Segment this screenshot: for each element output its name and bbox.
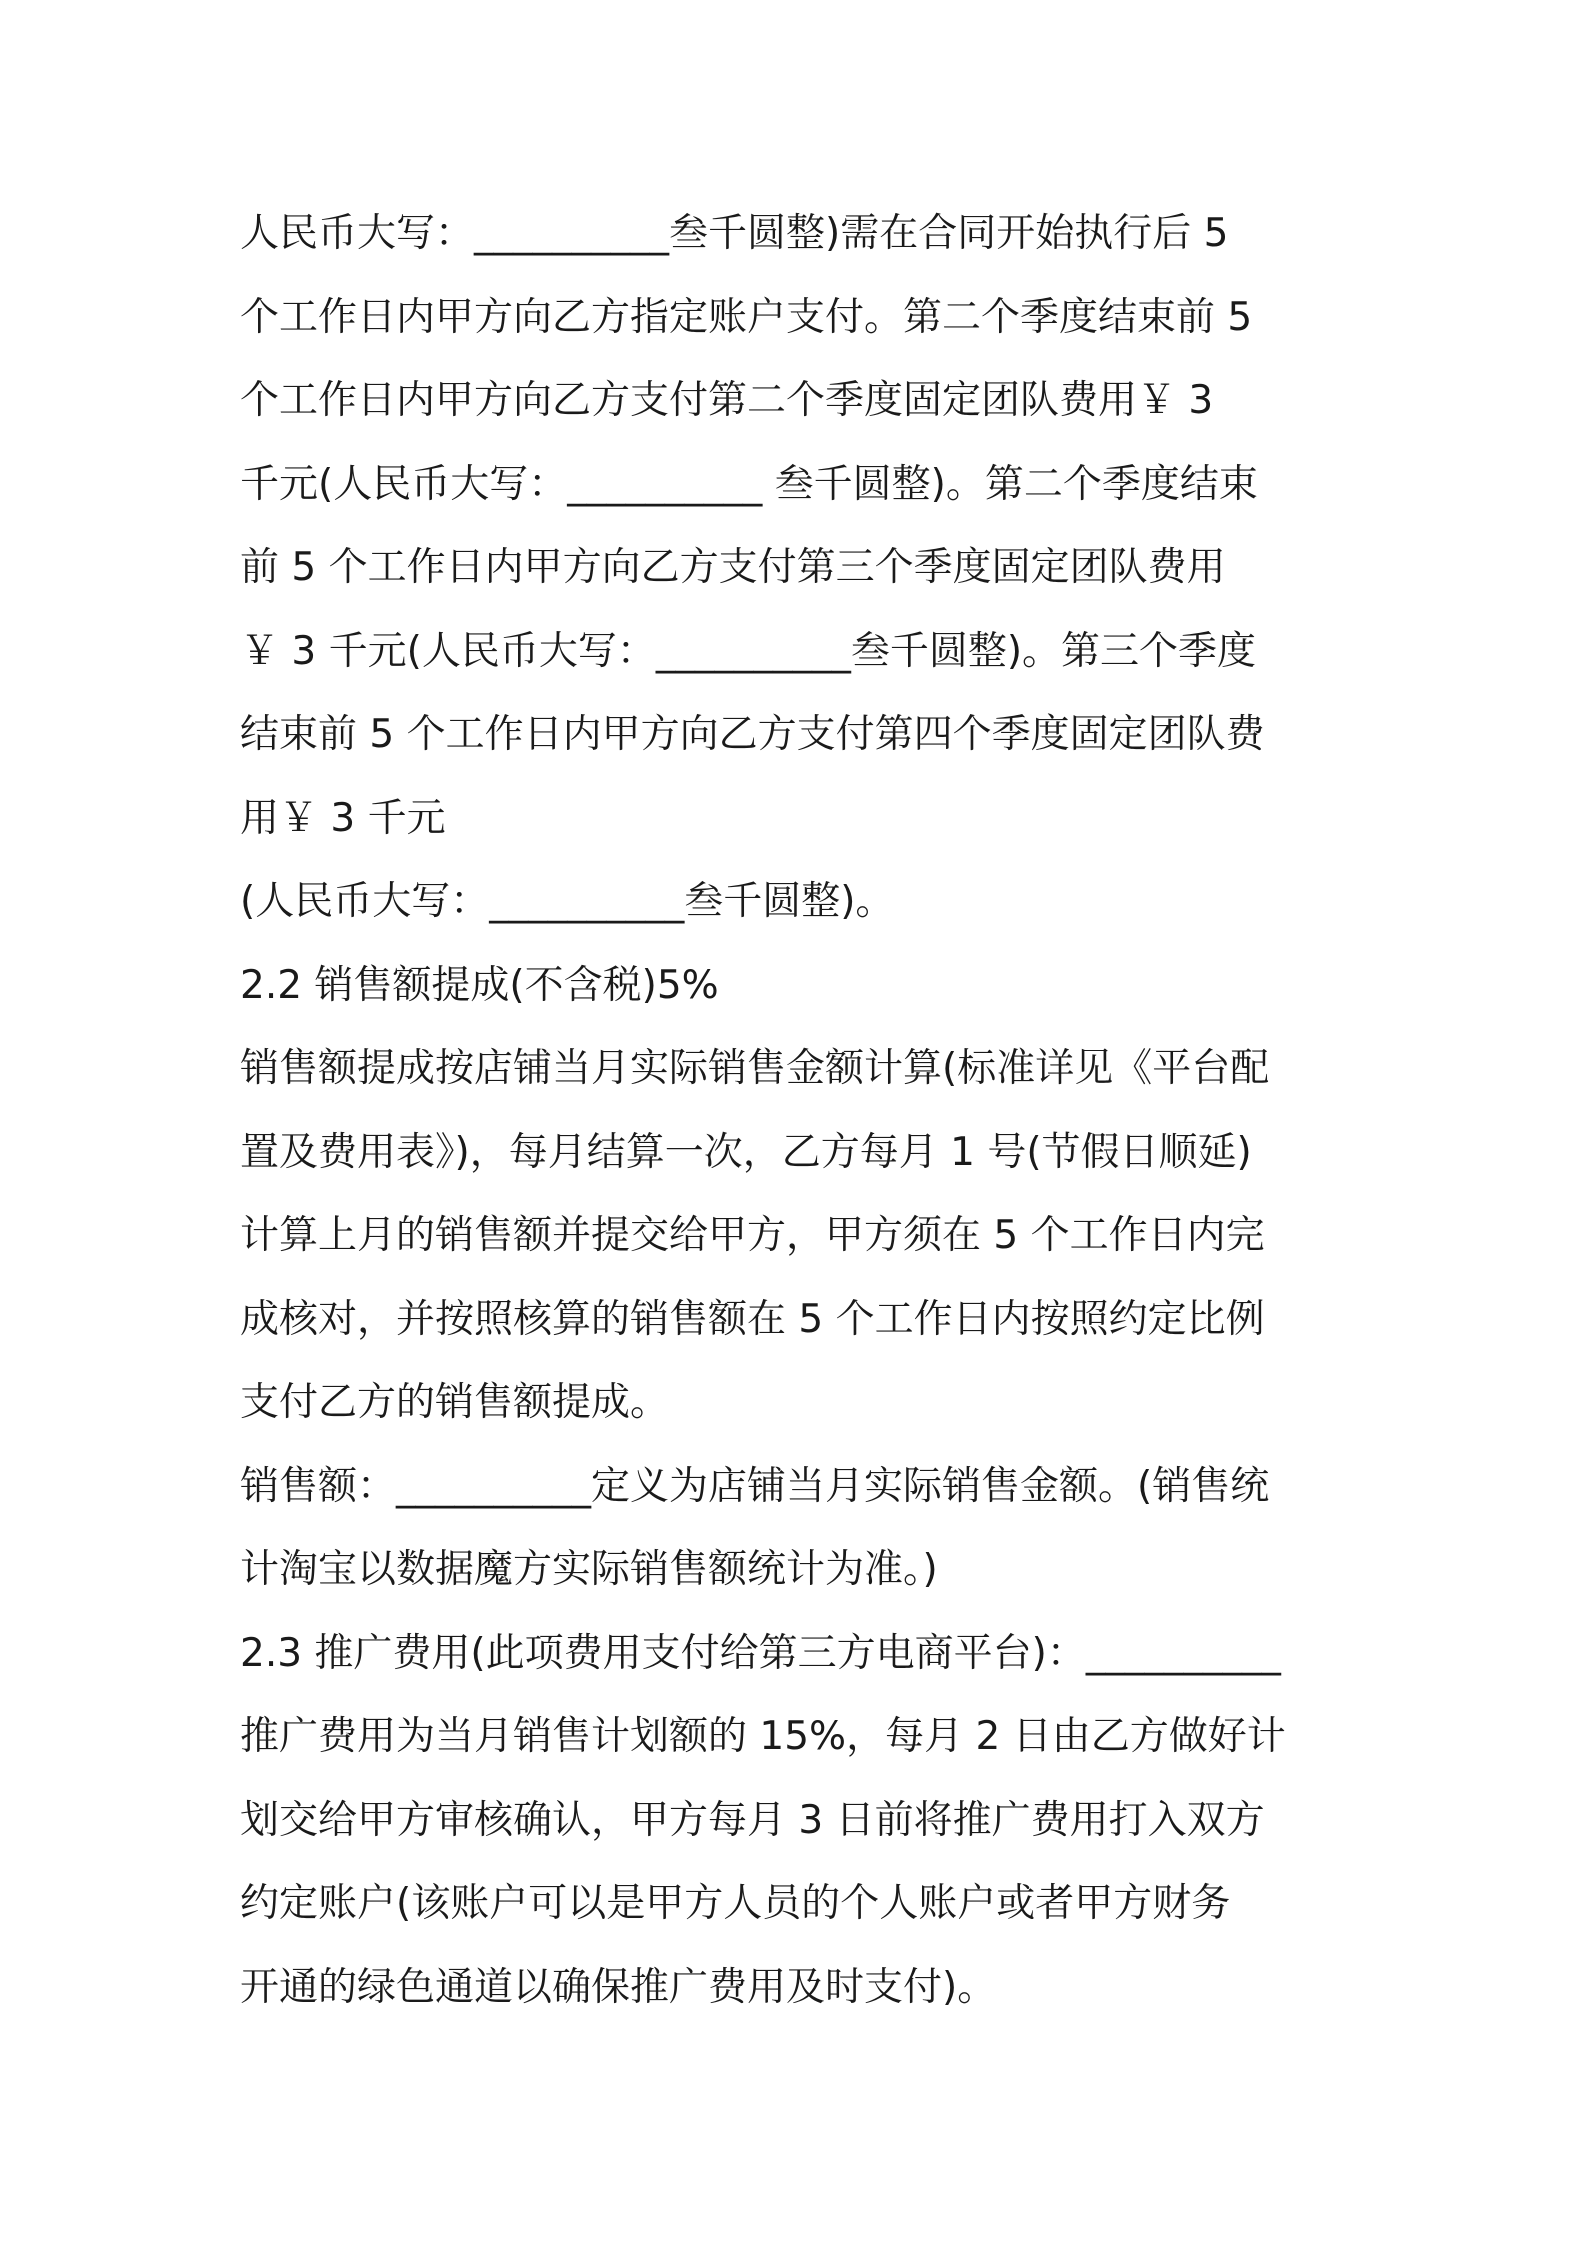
text-line: (人民币大写：__________叁千圆整)。 (240, 879, 895, 924)
text-line: 约定账户(该账户可以是甲方人员的个人账户或者甲方财务 (240, 1881, 1231, 1926)
text-line: 计算上月的销售额并提交给甲方，甲方须在 5 个工作日内完 (240, 1213, 1265, 1258)
text-line: 前 5 个工作日内甲方向乙方支付第三个季度固定团队费用 (240, 545, 1226, 590)
text-line: 计淘宝以数据魔方实际销售额统计为准。) (240, 1547, 938, 1592)
text-line: 销售额提成按店铺当月实际销售金额计算(标准详见《平台配 (240, 1046, 1270, 1091)
text-line: 个工作日内甲方向乙方支付第二个季度固定团队费用￥ 3 (240, 378, 1214, 423)
text-line: 千元(人民币大写：__________ 叁千圆整)。第二个季度结束 (240, 461, 1258, 507)
text-line: 支付乙方的销售额提成。 (240, 1380, 670, 1425)
section-heading-2-2: 2.2 销售额提成(不含税)5% (240, 962, 719, 1008)
text-line: 结束前 5 个工作日内甲方向乙方支付第四个季度固定团队费 (240, 712, 1265, 757)
text-line: 成核对，并按照核算的销售额在 5 个工作日内按照约定比例 (240, 1296, 1265, 1342)
text-line: 个工作日内甲方向乙方指定账户支付。第二个季度结束前 5 (240, 294, 1253, 340)
text-line: 置及费用表》)，每月结算一次，乙方每月 1 号(节假日顺延) (240, 1129, 1252, 1175)
document-body (240, 192, 1360, 2029)
text-line: 销售额：__________定义为店铺当月实际销售金额。(销售统 (240, 1463, 1270, 1509)
text-line: 人民币大写：__________叁千圆整)需在合同开始执行后 5 (240, 211, 1229, 256)
text-line: 用￥ 3 千元 (240, 795, 446, 841)
text-line: ￥ 3 千元(人民币大写：__________叁千圆整)。第三个季度 (240, 628, 1257, 674)
text-line: 开通的绿色通道以确保推广费用及时支付)。 (240, 1964, 997, 2010)
text-line: 划交给甲方审核确认，甲方每月 3 日前将推广费用打入双方 (240, 1797, 1265, 1843)
text-line: 推广费用为当月销售计划额的 15%，每月 2 日由乙方做好计 (240, 1714, 1286, 1759)
section-heading-2-3: 2.3 推广费用(此项费用支付给第三方电商平台)：__________ (240, 1630, 1281, 1676)
